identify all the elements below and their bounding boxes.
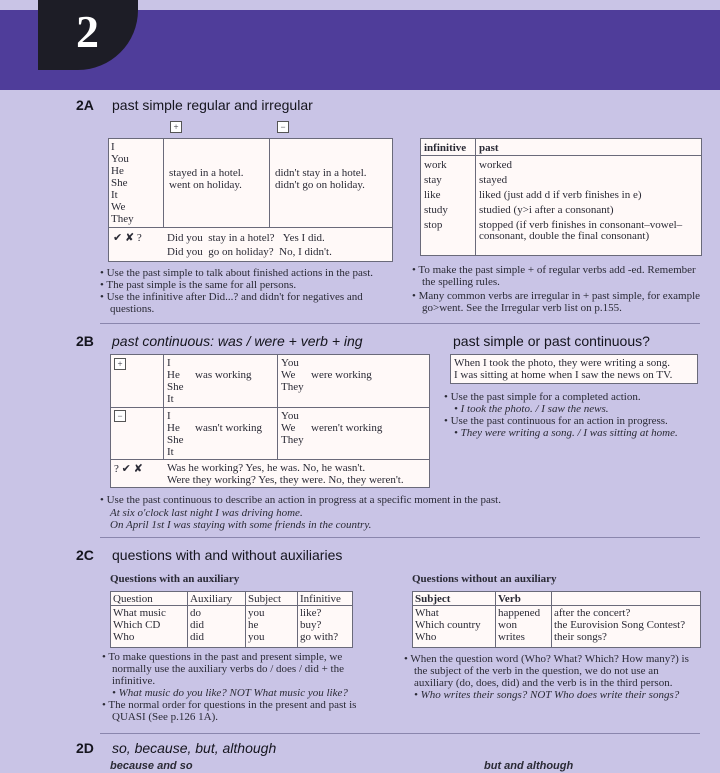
section-2c-heading: 2C questions with and without auxiliaries <box>76 547 343 563</box>
question-forms: Was he working? Yes, he was. No, he wasn't. Were they working? Yes, they were. No, they weren't. <box>167 462 404 486</box>
past-simple-table <box>108 138 393 262</box>
2c-right-subheading: Questions without an auxiliary <box>412 573 557 585</box>
wasnt-working: wasn't working <box>195 422 263 434</box>
header-past: past <box>479 142 499 154</box>
side-heading: past simple or past continuous? <box>453 333 650 349</box>
subjects: you he you <box>248 607 265 643</box>
minus-icon: − <box>114 410 126 422</box>
pos-pronouns-left: I He She It <box>167 357 184 405</box>
col-subject: Subject <box>248 593 281 605</box>
past-continuous-table <box>110 354 430 488</box>
2d-right-subheading: but and although <box>484 760 574 772</box>
neg-pronouns-left: I He She It <box>167 410 184 458</box>
were-working: were working <box>311 369 372 381</box>
negative-forms: didn't stay in a hotel. didn't go on holiday. <box>275 167 367 191</box>
verb-forms-table <box>420 138 702 256</box>
aux-questions-table <box>110 591 353 648</box>
col-subject: Subject <box>415 593 451 605</box>
neg-pronouns-right: You We They <box>281 410 304 446</box>
positive-forms: stayed in a hotel. went on holiday. <box>169 167 244 191</box>
plus-icon: + <box>170 121 182 133</box>
col-infinitive: Infinitive <box>300 593 341 605</box>
divider <box>100 537 700 538</box>
question-symbols: ? ✔ ✘ <box>114 463 143 475</box>
question-words: What music Which CD Who <box>113 607 166 643</box>
past-column: worked stayed liked (just add d if verb finishes in e) studied (y>i after a consonant) stopped (if verb finishes in consonant–vowel–consonant, double the final consonant) <box>479 159 683 242</box>
header-infinitive: infinitive <box>424 142 467 154</box>
minus-icon: − <box>277 121 289 133</box>
section-2d-heading: 2D so, because, but, although <box>76 740 277 756</box>
werent-working: weren't working <box>311 422 383 434</box>
infinitive-column: work stay like study stop <box>424 159 448 231</box>
2b-side-notes: • Use the past simple for a completed action. • I took the photo. / I saw the news. • Use the past continuous for an action in progress. • They were writing a song. / I was sitting at home. <box>444 391 699 439</box>
col-verb: Verb <box>498 593 521 605</box>
question-forms: Did you stay in a hotel? Yes I did. Did you go on holiday? No, I didn't. <box>167 232 332 258</box>
infinitives: like? buy? go with? <box>300 607 339 643</box>
2a-notes-left: • Use the past simple to talk about finished actions in the past. • The past simple is the same for all persons. • Use the infinitive after Did...? and didn't for negatives and questions. <box>100 267 400 315</box>
pronoun-list: I You He She It We They <box>111 141 134 225</box>
plus-icon: + <box>114 358 126 370</box>
section-2b-heading: 2B past continuous: was / were + verb + ing <box>76 333 363 349</box>
col-question: Question <box>113 593 153 605</box>
objects: after the concert? the Eurovision Song Contest? their songs? <box>554 607 686 643</box>
was-working: was working <box>195 369 252 381</box>
question-symbols: ✔ ✘ ? <box>113 232 142 244</box>
unit-number: 2 <box>76 6 99 57</box>
2c-notes-left: • To make questions in the past and present simple, we normally use the auxiliary verbs do / does / did + the infinitive. • What music do you like? NOT What music you like? • The normal order for questions in the present and past is QUASI (See p.126 1A). <box>102 651 362 723</box>
2c-notes-right: • When the question word (Who? What? Which? How many?) is the subject of the verb in the question, we do not use an auxiliary (do, does, did) and the verb is in the third person. • Who writes their songs? NOT Who does write their songs? <box>404 653 700 701</box>
divider <box>100 323 700 324</box>
verbs: happened won writes <box>498 607 541 643</box>
subject-words: What Which country Who <box>415 607 481 643</box>
2b-note: • Use the past continuous to describe an action in progress at a specific moment in the past. <box>100 494 700 506</box>
no-aux-questions-table <box>412 591 701 648</box>
section-2a-heading: 2A past simple regular and irregular <box>76 97 313 113</box>
2c-left-subheading: Questions with an auxiliary <box>110 573 240 585</box>
2a-notes-right: • To make the past simple + of regular verbs add -ed. Remember the spelling rules. • Many common verbs are irregular in + past simple, for example go>went. See the Irregular verb list on p.155. <box>412 264 702 314</box>
example-box: When I took the photo, they were writing a song. I was sitting at home when I saw the news on TV. <box>450 354 698 384</box>
col-auxiliary: Auxiliary <box>190 593 233 605</box>
2d-left-subheading: because and so <box>110 760 193 772</box>
auxiliaries: do did did <box>190 607 205 643</box>
2b-examples: At six o'clock last night I was driving home. On April 1st I was staying with some friends in the country. <box>110 507 372 531</box>
pos-pronouns-right: You We They <box>281 357 304 393</box>
divider <box>100 733 700 734</box>
